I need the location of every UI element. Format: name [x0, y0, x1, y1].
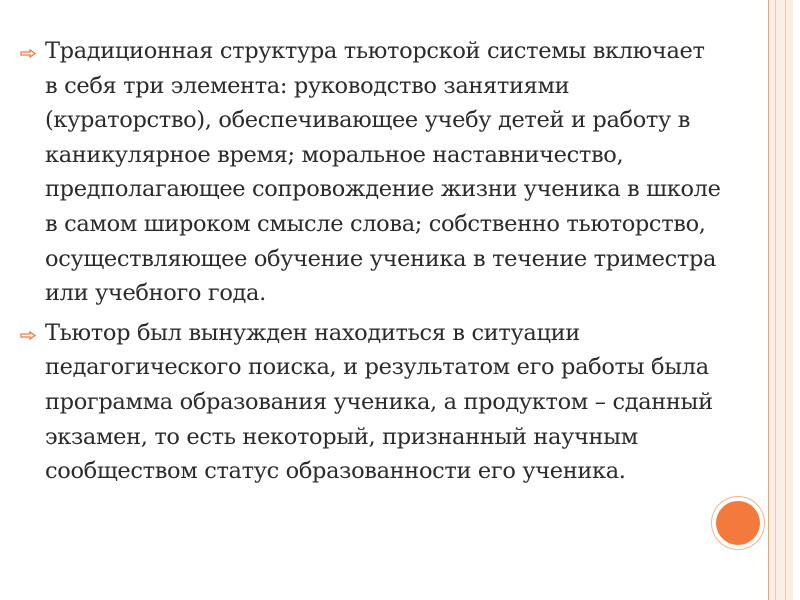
bullet-text: Традиционная структура тьюторской системы включает в себя три элемента: руководство занятиями (кураторство), обеспечивающее учебу детей и работу в каникулярное время; моральное наставничество, предполагающее сопровождение жизни ученика в школе в самом широком смысле слова; собственно тьюторство, осуществляющее обучение ученика в течение триместра или учебного года. [45, 38, 721, 307]
bullet-arrow-icon [20, 34, 36, 69]
bullet-item [18, 34, 758, 311]
decorative-band [770, 0, 793, 600]
slide-content [18, 34, 758, 494]
decorative-band-line [768, 0, 769, 600]
decorative-band-line [785, 0, 786, 600]
bullet-arrow-icon [20, 316, 36, 351]
bullet-item [18, 316, 758, 489]
decorative-band-line [775, 0, 776, 600]
bullet-text: Тьютор был вынужден находиться в ситуации педагогического поиска, и результатом его работы была программа образования ученика, а продуктом – сданный экзамен, то есть некоторый, признанный научным сообществом статус образованности его ученика. [45, 319, 713, 485]
decorative-circle [716, 501, 760, 545]
